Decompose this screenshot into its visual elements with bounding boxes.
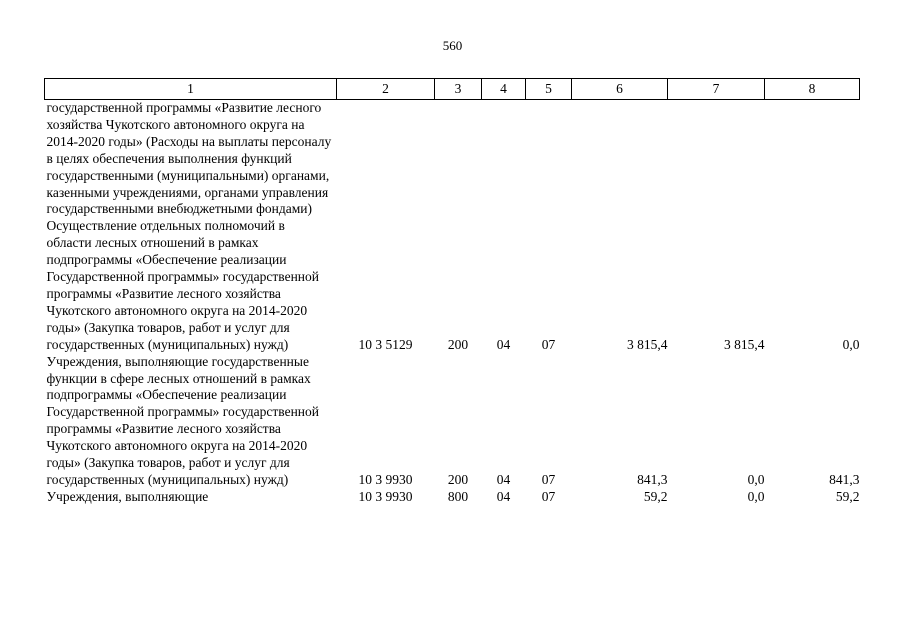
row-col7: 0,0 — [747, 488, 765, 504]
header-col-1: 1 — [45, 79, 337, 100]
row-section: 04 — [496, 336, 511, 352]
row-type — [435, 100, 482, 219]
header-col-3: 3 — [435, 79, 482, 100]
header-col-4: 4 — [482, 79, 526, 100]
table-row — [45, 489, 860, 506]
page-number: 560 — [442, 38, 463, 53]
row-col6: 3 815,4 — [627, 336, 668, 352]
row-description — [45, 100, 337, 219]
row-description-text: Учреждения, выполняющие — [46, 488, 209, 504]
row-description — [45, 489, 337, 506]
row-subsection: 07 — [541, 336, 556, 352]
row-type: 800 — [447, 488, 469, 504]
row-description-text: Осуществление отдельных полномочий в области лесных отношений в рамках подпрограммы «Обеспечение реализации Государственной программы» государственной программы «Развитие лесного хозяйства Чукотского автономного округа на 2014-2020 годы» (Закупка товаров, работ и услуг для государственных (муниципальных) нужд) — [46, 218, 320, 352]
budget-table — [44, 78, 860, 506]
row-code: 10 3 9930 — [358, 471, 413, 487]
row-col6: 841,3 — [637, 471, 668, 487]
row-subsection: 07 — [541, 488, 556, 504]
header-col-6: 6 — [572, 79, 668, 100]
header-col-7: 7 — [668, 79, 765, 100]
row-type: 200 — [447, 471, 469, 487]
row-col6: 59,2 — [643, 488, 668, 504]
row-description — [45, 218, 337, 353]
row-col8: 0,0 — [842, 336, 860, 352]
row-col7: 0,0 — [747, 471, 765, 487]
row-description-text: государственной программы «Развитие лесного хозяйства Чукотского автономного округа на 2014-2020 годы» (Расходы на выплаты персоналу в целях обеспечения выполнения функций государственными (муниципальными) органами, казенными учреждениями, органами управления государственными внебюджетными фондами) — [46, 100, 332, 217]
table-body — [45, 100, 860, 506]
table-row — [45, 218, 860, 353]
table-row — [45, 100, 860, 219]
row-code: 10 3 5129 — [358, 336, 413, 352]
row-section: 04 — [496, 488, 511, 504]
header-row — [45, 79, 860, 100]
header-col-2: 2 — [337, 79, 435, 100]
row-code: 10 3 9930 — [358, 488, 413, 504]
row-subsection: 07 — [541, 471, 556, 487]
row-description — [45, 354, 337, 489]
row-code — [337, 100, 435, 219]
header-col-8: 8 — [765, 79, 860, 100]
row-col7 — [668, 100, 765, 219]
row-col8: 841,3 — [829, 471, 860, 487]
row-section — [482, 100, 526, 219]
row-col8 — [765, 100, 860, 219]
header-col-5: 5 — [526, 79, 572, 100]
table-header — [45, 79, 860, 100]
row-description-text: Учреждения, выполняющие государственные функции в сфере лесных отношений в рамках подпрограммы «Обеспечение реализации Государственной программы» государственной программы «Развитие лесного хозяйства Чукотского автономного округа на 2014-2020 годы» (Закупка товаров, работ и услуг для государственных (муниципальных) нужд) — [46, 353, 320, 487]
row-section: 04 — [496, 471, 511, 487]
row-col7: 3 815,4 — [724, 336, 765, 352]
row-col8: 59,2 — [835, 488, 860, 504]
row-col6 — [572, 100, 668, 219]
row-subsection — [526, 100, 572, 219]
table-row — [45, 354, 860, 489]
row-type: 200 — [447, 336, 469, 352]
